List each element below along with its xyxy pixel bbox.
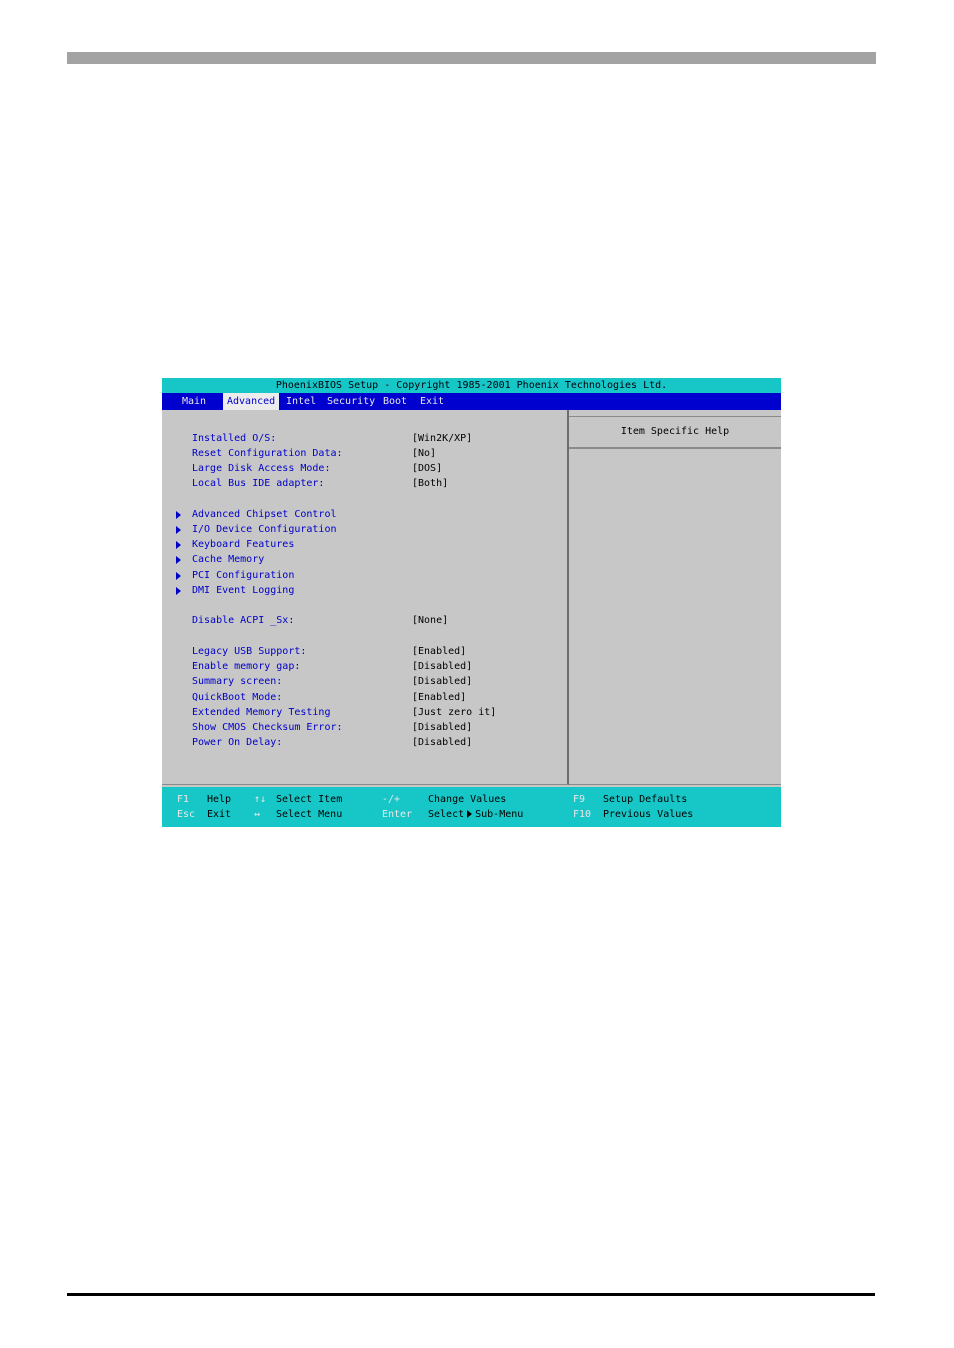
- setting-value[interactable]: [DOS]: [412, 463, 443, 474]
- setting-label: Large Disk Access Mode:: [192, 463, 331, 474]
- setting-value[interactable]: [Enabled]: [412, 646, 467, 657]
- key-updown-desc: Select Item: [276, 794, 343, 805]
- menu-main[interactable]: Main: [182, 396, 207, 407]
- key-leftright-desc: Select Menu: [276, 809, 343, 820]
- submenu-label: PCI Configuration: [192, 570, 295, 581]
- key-enter: Enter: [382, 809, 413, 820]
- setting-label: QuickBoot Mode:: [192, 692, 283, 703]
- setting-memory-gap[interactable]: [162, 659, 567, 674]
- submenu-label: I/O Device Configuration: [192, 524, 337, 535]
- header-rule: [67, 52, 876, 64]
- key-leftright: ↔: [254, 809, 261, 820]
- setting-local-bus-ide[interactable]: [162, 476, 567, 491]
- setting-value[interactable]: [Win2K/XP]: [412, 433, 473, 444]
- menu-intel[interactable]: Intel: [286, 396, 317, 407]
- key-f9-desc: Setup Defaults: [603, 794, 688, 805]
- key-f10: F10: [573, 809, 592, 820]
- submenu-keyboard[interactable]: [162, 537, 567, 552]
- submenu-advanced-chipset[interactable]: [162, 507, 567, 522]
- setting-extended-memory[interactable]: [162, 705, 567, 720]
- setting-label: Disable ACPI _Sx:: [192, 615, 295, 626]
- settings-panel: [162, 410, 569, 785]
- setting-label: Installed O/S:: [192, 433, 277, 444]
- menu-exit[interactable]: Exit: [420, 396, 445, 407]
- setting-value[interactable]: [Disabled]: [412, 722, 473, 733]
- setting-value[interactable]: [Disabled]: [412, 676, 473, 687]
- setting-value[interactable]: [Both]: [412, 478, 449, 489]
- key-change: -/+: [382, 794, 401, 805]
- setting-value[interactable]: [Disabled]: [412, 661, 473, 672]
- submenu-arrow-icon: [176, 556, 181, 564]
- submenu-arrow-icon: [176, 511, 181, 519]
- setting-disable-acpi[interactable]: [162, 613, 567, 628]
- setting-label: Power On Delay:: [192, 737, 283, 748]
- bios-screen: [162, 378, 781, 827]
- submenu-label: Advanced Chipset Control: [192, 509, 337, 520]
- key-esc: Esc: [177, 809, 196, 820]
- setting-label: Extended Memory Testing: [192, 707, 331, 718]
- setting-value[interactable]: [No]: [412, 448, 437, 459]
- key-f9: F9: [573, 794, 586, 805]
- submenu-arrow-icon: [176, 587, 181, 595]
- key-enter-desc: [428, 807, 523, 822]
- setting-summary-screen[interactable]: [162, 674, 567, 689]
- key-enter-desc-a: Select: [428, 809, 465, 820]
- key-change-desc: Change Values: [428, 794, 507, 805]
- key-updown: ↑↓: [254, 794, 267, 805]
- submenu-arrow-icon: [176, 572, 181, 580]
- key-f10-desc: Previous Values: [603, 809, 694, 820]
- setting-value[interactable]: [Enabled]: [412, 692, 467, 703]
- bios-menubar: [162, 393, 781, 410]
- setting-label: Summary screen:: [192, 676, 283, 687]
- key-enter-desc-b: Sub-Menu: [475, 809, 524, 820]
- submenu-label: DMI Event Logging: [192, 585, 295, 596]
- submenu-pci-config[interactable]: [162, 568, 567, 583]
- setting-value[interactable]: [None]: [412, 615, 449, 626]
- submenu-arrow-icon: [176, 526, 181, 534]
- setting-quickboot[interactable]: [162, 690, 567, 705]
- submenu-triangle-icon: [467, 810, 472, 818]
- key-f1: F1: [177, 794, 190, 805]
- setting-legacy-usb[interactable]: [162, 644, 567, 659]
- setting-reset-config[interactable]: [162, 446, 567, 461]
- submenu-arrow-icon: [176, 541, 181, 549]
- setting-value[interactable]: [Just zero it]: [412, 707, 497, 718]
- setting-installed-os[interactable]: [162, 431, 567, 446]
- menu-advanced[interactable]: Advanced: [223, 393, 279, 410]
- footer-rule: [67, 1293, 875, 1296]
- key-f1-desc: Help: [207, 794, 232, 805]
- setting-label: Legacy USB Support:: [192, 646, 307, 657]
- setting-label: Local Bus IDE adapter:: [192, 478, 325, 489]
- submenu-label: Keyboard Features: [192, 539, 295, 550]
- menu-security[interactable]: Security: [327, 396, 376, 407]
- setting-large-disk[interactable]: [162, 461, 567, 476]
- key-legend: [162, 787, 781, 827]
- submenu-dmi-event[interactable]: [162, 583, 567, 598]
- menu-boot[interactable]: Boot: [383, 396, 408, 407]
- bios-title: PhoenixBIOS Setup - Copyright 1985-2001 Phoenix Technologies Ltd.: [162, 378, 781, 393]
- help-panel: [569, 410, 781, 785]
- setting-label: Enable memory gap:: [192, 661, 301, 672]
- setting-label: Reset Configuration Data:: [192, 448, 343, 459]
- key-esc-desc: Exit: [207, 809, 232, 820]
- setting-label: Show CMOS Checksum Error:: [192, 722, 343, 733]
- setting-power-on-delay[interactable]: [162, 735, 567, 750]
- setting-cmos-checksum[interactable]: [162, 720, 567, 735]
- submenu-io-device[interactable]: [162, 522, 567, 537]
- submenu-cache-memory[interactable]: [162, 552, 567, 567]
- submenu-label: Cache Memory: [192, 554, 265, 565]
- setting-value[interactable]: [Disabled]: [412, 737, 473, 748]
- help-title: Item Specific Help: [569, 416, 781, 449]
